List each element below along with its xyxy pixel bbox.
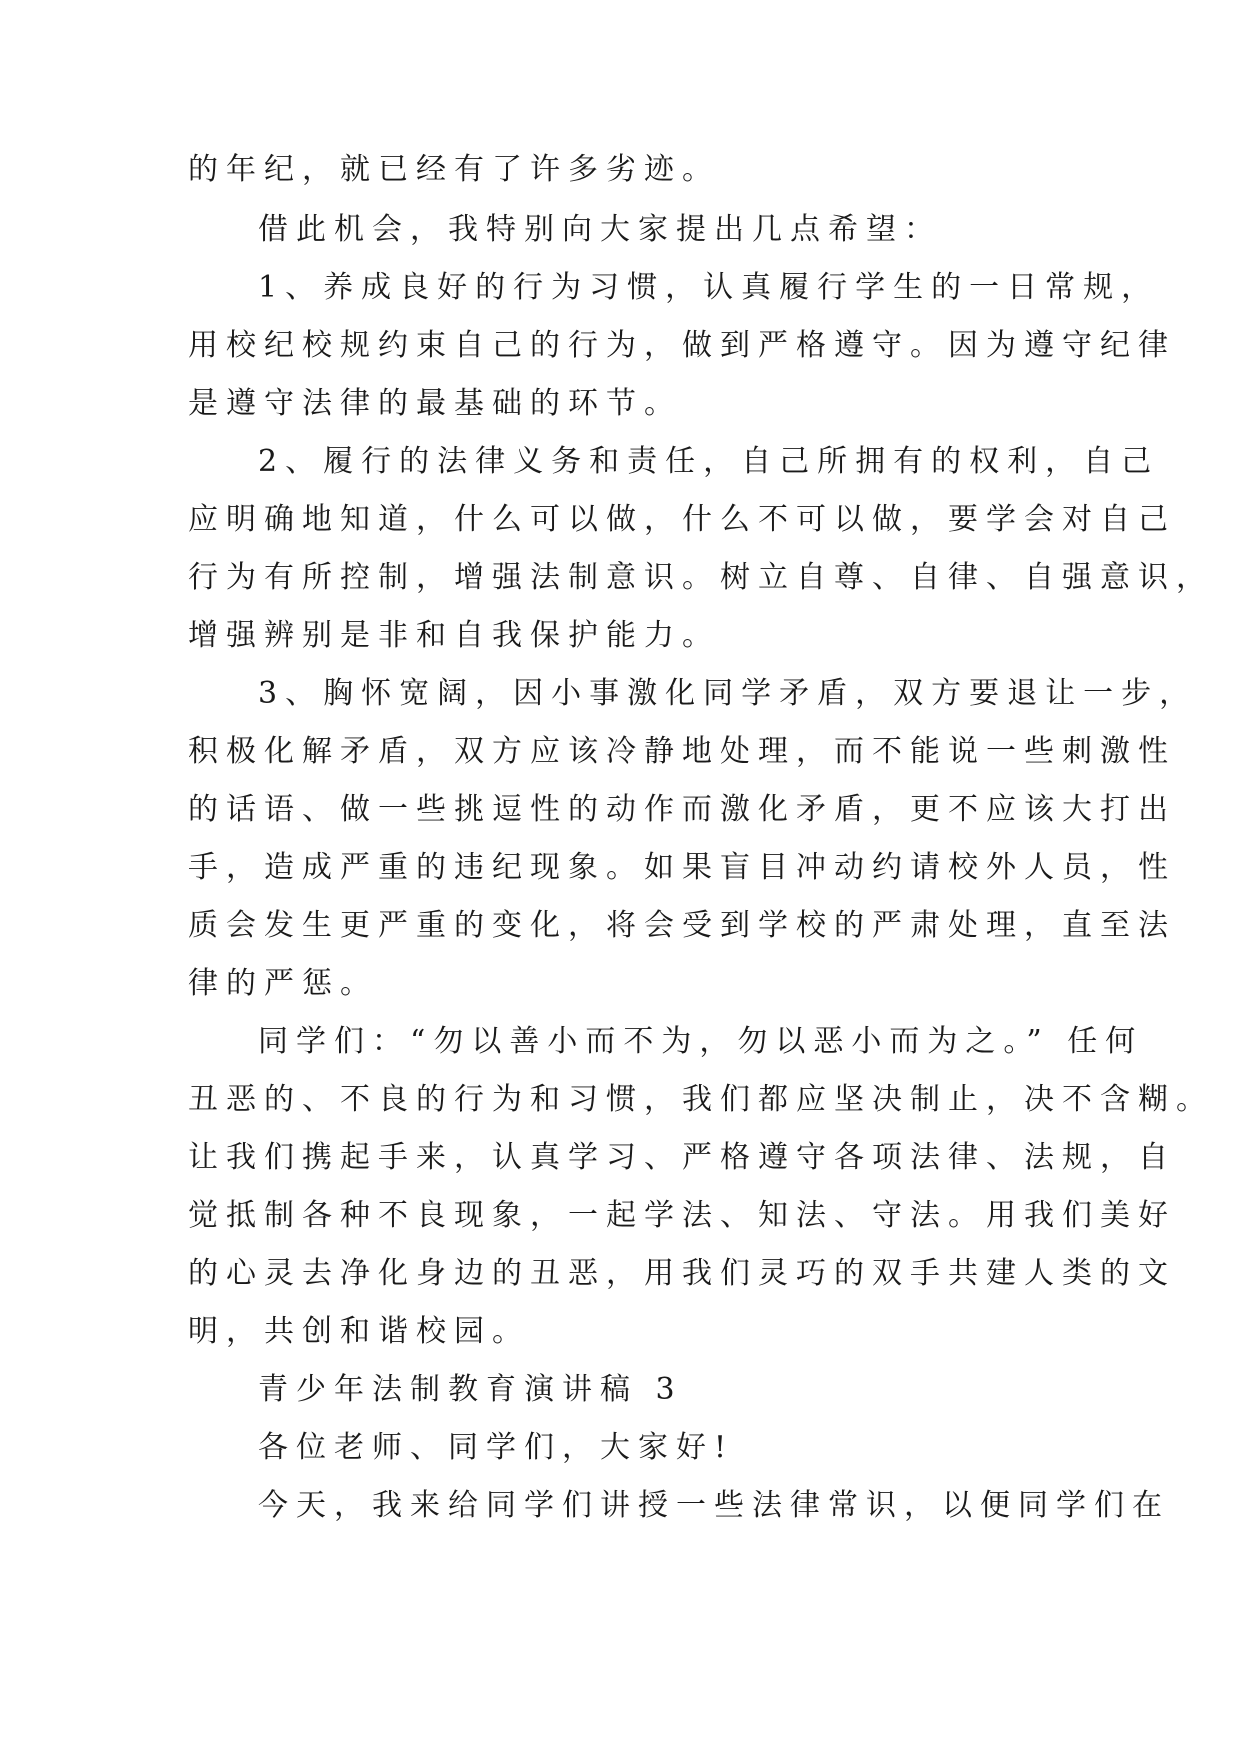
text-line: 1、养成良好的行为习惯，认真履行学生的一日常规， <box>258 270 1160 305</box>
text-line: 用校纪校规约束自己的行为，做到严格遵守。因为遵守纪律 <box>188 328 1176 363</box>
text-line: 的年纪，就已经有了许多劣迹。 <box>188 152 720 187</box>
text-line: 同学们：“勿以善小而不为，勿以恶小而为之。” 任何 <box>258 1024 1144 1059</box>
text-line: 行为有所控制，增强法制意识。树立自尊、自律、自强意识， <box>188 560 1214 595</box>
text-line: 的心灵去净化身边的丑恶，用我们灵巧的双手共建人类的文 <box>188 1256 1176 1291</box>
text-line: 3、胸怀宽阔，因小事激化同学矛盾，双方要退让一步， <box>258 676 1198 711</box>
section-heading: 青少年法制教育演讲稿 3 <box>258 1372 683 1407</box>
text-line: 应明确地知道，什么可以做，什么不可以做，要学会对自己 <box>188 502 1176 537</box>
text-line: 质会发生更严重的变化，将会受到学校的严肃处理，直至法 <box>188 908 1176 943</box>
text-line: 借此机会，我特别向大家提出几点希望： <box>258 212 942 247</box>
text-line: 今天，我来给同学们讲授一些法律常识，以便同学们在 <box>258 1488 1170 1523</box>
text-line: 手，造成严重的违纪现象。如果盲目冲动约请校外人员，性 <box>188 850 1176 885</box>
text-line: 的话语、做一些挑逗性的动作而激化矛盾，更不应该大打出 <box>188 792 1176 827</box>
text-line: 是遵守法律的最基础的环节。 <box>188 386 682 421</box>
text-line: 律的严惩。 <box>188 966 378 1001</box>
text-line: 明，共创和谐校园。 <box>188 1314 530 1349</box>
text-line: 觉抵制各种不良现象，一起学法、知法、守法。用我们美好 <box>188 1198 1176 1233</box>
text-line: 增强辨别是非和自我保护能力。 <box>188 618 720 653</box>
text-line: 丑恶的、不良的行为和习惯，我们都应坚决制止，决不含糊。 <box>188 1082 1214 1117</box>
text-line: 让我们携起手来，认真学习、严格遵守各项法律、法规，自 <box>188 1140 1176 1175</box>
text-line: 2、履行的法律义务和责任，自己所拥有的权利，自己 <box>258 444 1160 479</box>
text-line: 各位老师、同学们，大家好! <box>258 1430 735 1465</box>
text-line: 积极化解矛盾，双方应该冷静地处理，而不能说一些刺激性 <box>188 734 1176 769</box>
